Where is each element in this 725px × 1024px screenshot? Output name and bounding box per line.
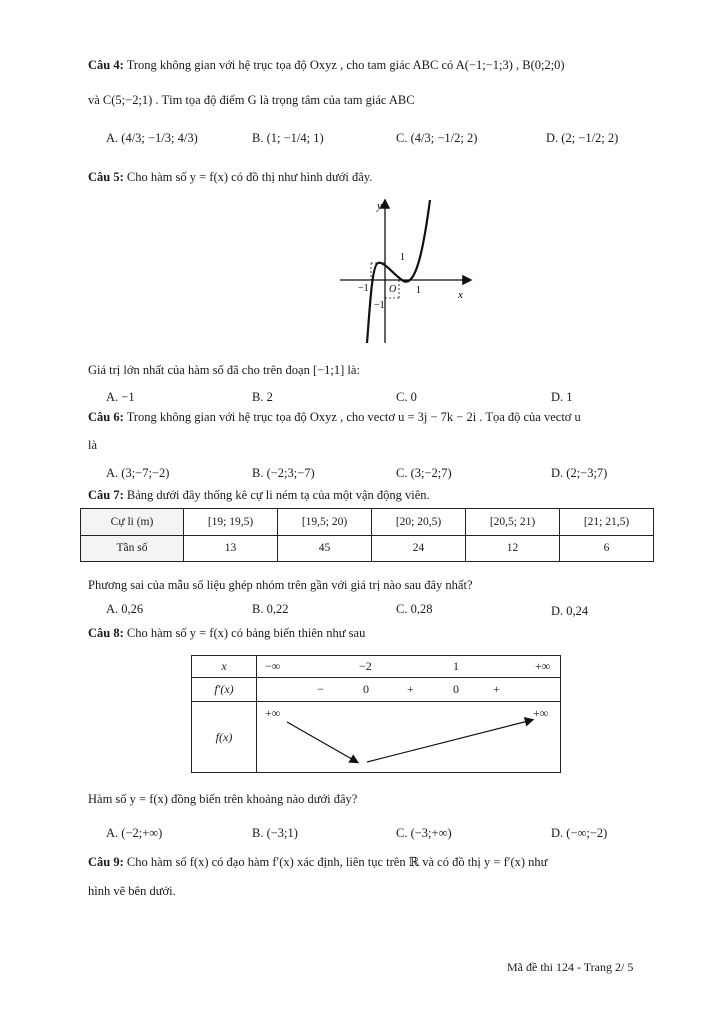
interval-cell: [20; 20,5)	[372, 509, 466, 536]
q8-stem-line	[88, 626, 365, 641]
x-axis-label: x	[458, 289, 463, 301]
sign: 0	[453, 682, 459, 696]
q9-stem2: hình vẽ bên dưới.	[88, 884, 176, 898]
variation-arrows	[257, 702, 563, 772]
x-values-cell	[257, 656, 561, 678]
q7-option-c: C. 0,28	[396, 602, 433, 616]
interval-cell: [21; 21,5)	[560, 509, 654, 536]
q7-question: Phương sai của mẫu số liệu ghép nhóm trên gần với giá trị nào sau đây nhất?	[88, 578, 473, 592]
q4-option-c: C. (4/3; −1/2; 2)	[396, 131, 478, 145]
frequency-cell: 13	[184, 535, 278, 562]
x-value: −2	[359, 659, 372, 673]
q7-label: Câu 7:	[88, 488, 124, 502]
q7-stem: Bảng dưới đây thống kê cự li ném tạ của một vận động viên.	[126, 488, 430, 502]
q7-option-a: A. 0,26	[106, 602, 144, 616]
increasing-arrow	[367, 720, 532, 762]
q5-graph	[330, 195, 480, 345]
q7-stem-line	[88, 488, 430, 503]
x-value: 1	[453, 659, 459, 673]
frequency-cell: 24	[372, 535, 466, 562]
tick-1-y: 1	[400, 252, 405, 263]
frequency-cell: 45	[278, 535, 372, 562]
q6-option-b: B. (−2;3;−7)	[252, 466, 315, 480]
q5-option-a: A. −1	[106, 390, 135, 404]
sign: +	[407, 682, 414, 696]
page-footer: Mã đề thi 124 - Trang 2/ 5	[507, 960, 634, 974]
q4-label: Câu 4:	[88, 58, 124, 72]
q5-stem-line	[88, 170, 372, 185]
q8-question: Hàm số y = f(x) đồng biến trên khoảng nào dưới đây?	[88, 792, 358, 806]
q4-option-b: B. (1; −1/4; 1)	[252, 131, 324, 145]
q4-option-a: A. (4/3; −1/3; 4/3)	[106, 131, 198, 145]
q9-stem-line	[88, 854, 547, 870]
sign: −	[317, 682, 324, 696]
sign: +	[493, 682, 500, 696]
tick-neg1-x: −1	[358, 283, 369, 294]
table-row	[81, 535, 654, 562]
tick-neg1-y: −1	[374, 300, 385, 311]
table-row	[81, 509, 654, 536]
f-value: +∞	[533, 706, 549, 720]
q6-stem-line	[88, 410, 581, 425]
table-row	[192, 678, 561, 702]
q5-option-c: C. 0	[396, 390, 417, 404]
q9-stem1: Cho hàm số f(x) có đạo hàm f′(x) xác định, liên tục trên ℝ và có đồ thị y = f′(x) như	[126, 855, 548, 869]
table-row	[192, 656, 561, 678]
table-row	[192, 702, 561, 773]
q8-stem: Cho hàm số y = f(x) có bảng biến thiên như sau	[126, 626, 366, 640]
header-distance: Cự li (m)	[81, 509, 184, 536]
q4-stem1: Trong không gian với hệ trục tọa độ Oxyz , cho tam giác ABC có A(−1;−1;3) , B(0;2;0)	[126, 58, 565, 72]
q5-label: Câu 5:	[88, 170, 124, 184]
q8-label: Câu 8:	[88, 626, 124, 640]
q7-option-b: B. 0,22	[252, 602, 289, 616]
variation-table	[191, 655, 561, 773]
q6-option-c: C. (3;−2;7)	[396, 466, 452, 480]
q4-option-d: D. (2; −1/2; 2)	[546, 131, 619, 145]
q6-option-a: A. (3;−7;−2)	[106, 466, 170, 480]
q8-option-d: D. (−∞;−2)	[551, 826, 608, 840]
interval-cell: [19; 19,5)	[184, 509, 278, 536]
x-value: +∞	[535, 659, 551, 673]
q6-stem2: là	[88, 438, 98, 452]
q4-stem-line1	[88, 58, 565, 73]
f-value: +∞	[265, 706, 281, 720]
q8-option-c: C. (−3;+∞)	[396, 826, 452, 840]
y-axis-label: y	[377, 200, 382, 212]
q7-option-d: D. 0,24	[551, 604, 589, 618]
q4-stem2: và C(5;−2;1) . Tìm tọa độ điểm G là trọng tâm của tam giác ABC	[88, 93, 415, 107]
x-value: −∞	[265, 659, 281, 673]
x-label: x	[192, 656, 257, 678]
q9-label: Câu 9:	[88, 855, 124, 869]
q5-question: Giá trị lớn nhất của hàm số đã cho trên đoạn [−1;1] là:	[88, 363, 360, 377]
q6-label: Câu 6:	[88, 410, 124, 424]
decreasing-arrow	[287, 722, 357, 762]
header-frequency: Tần số	[81, 535, 184, 562]
q6-option-d: D. (2;−3;7)	[551, 466, 608, 480]
q8-option-a: A. (−2;+∞)	[106, 826, 163, 840]
q5-option-b: B. 2	[252, 390, 273, 404]
frequency-cell: 12	[466, 535, 560, 562]
fp-label: f′(x)	[192, 678, 257, 702]
f-label: f(x)	[192, 702, 257, 773]
frequency-cell: 6	[560, 535, 654, 562]
function-curve	[367, 200, 430, 343]
sign: 0	[363, 682, 369, 696]
origin-label: O	[389, 284, 397, 295]
tick-1-x: 1	[416, 285, 421, 296]
interval-cell: [19,5; 20)	[278, 509, 372, 536]
q5-stem: Cho hàm số y = f(x) có đồ thị như hình dưới đây.	[126, 170, 373, 184]
interval-cell: [20,5; 21)	[466, 509, 560, 536]
q5-option-d: D. 1	[551, 390, 573, 404]
q6-stem: Trong không gian với hệ trục tọa độ Oxyz , cho vectơ u = 3j − 7k − 2i . Tọa độ của vectơ u	[126, 410, 581, 424]
sign-cell	[257, 678, 561, 702]
f-values-cell	[257, 702, 561, 773]
frequency-table	[80, 508, 654, 562]
q8-option-b: B. (−3;1)	[252, 826, 298, 840]
